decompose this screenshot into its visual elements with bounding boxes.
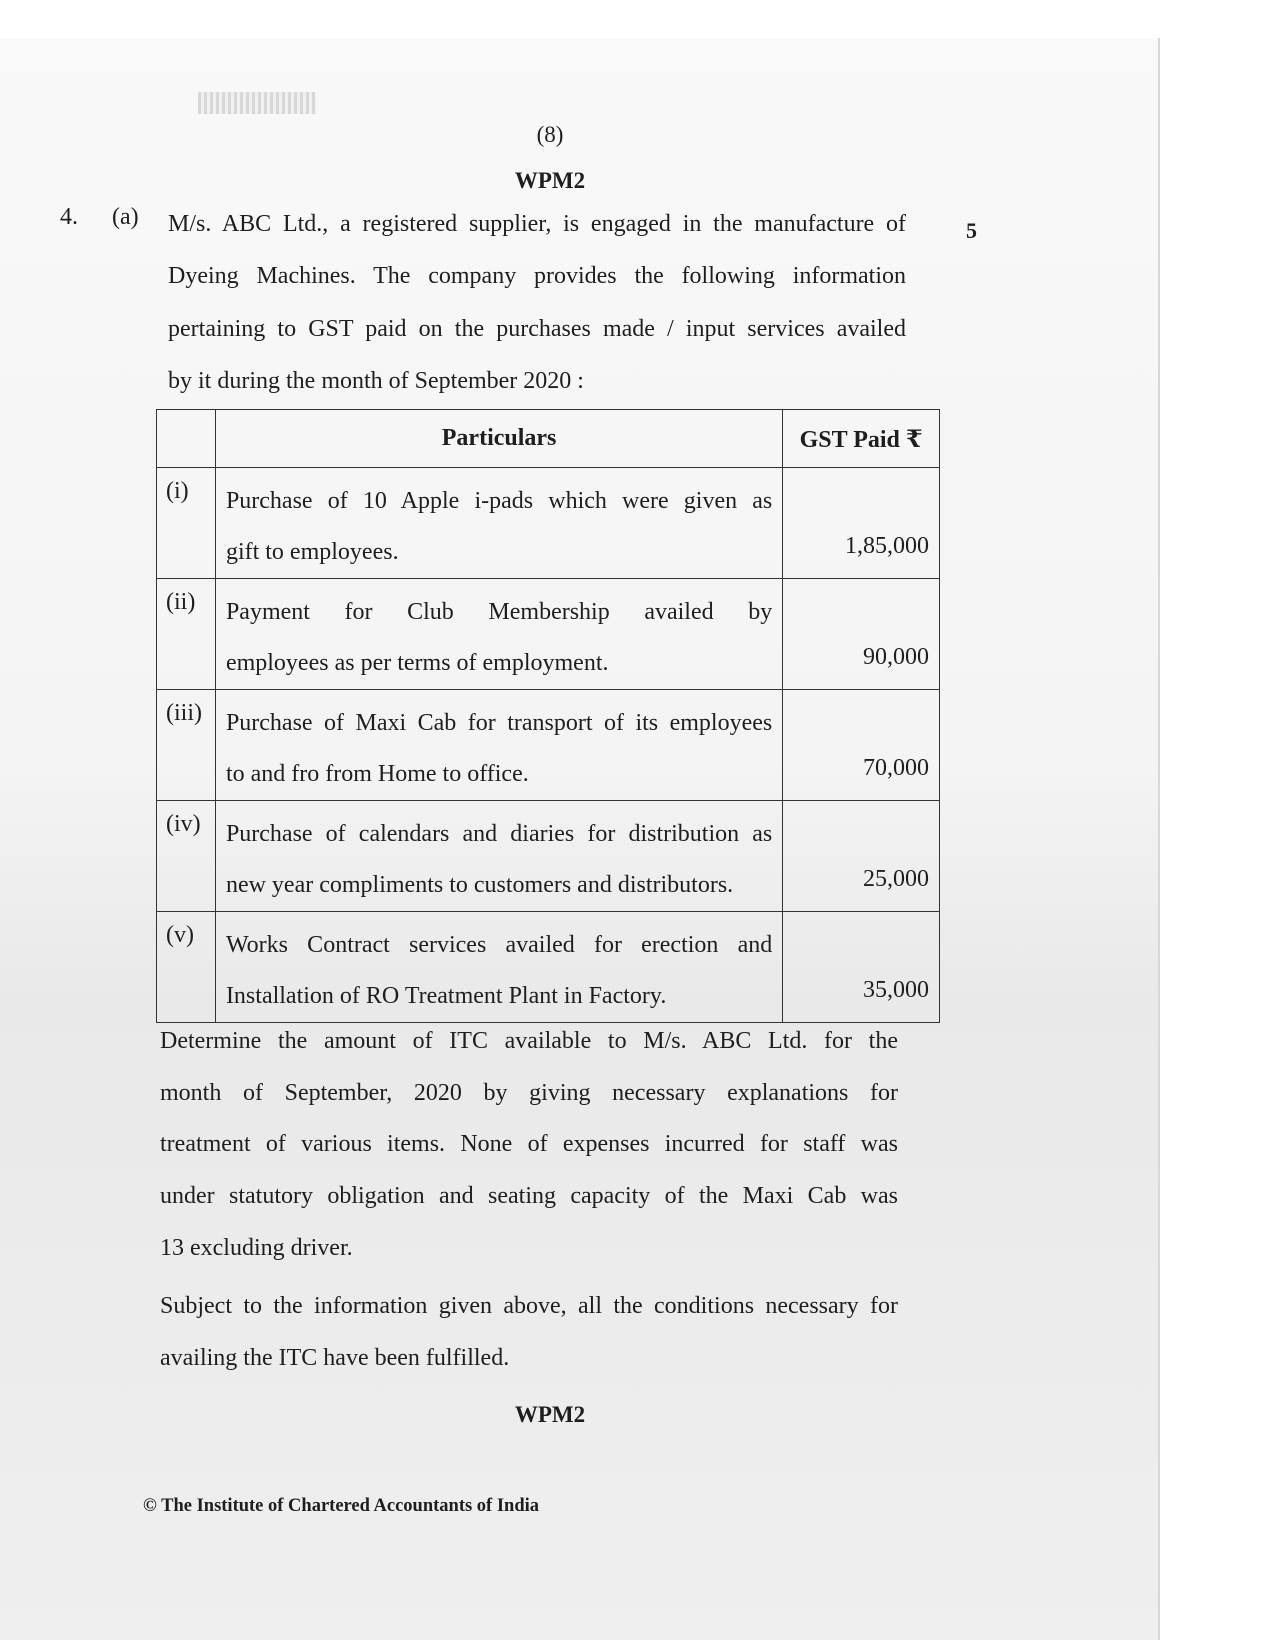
- paragraph-line: treatment of various items. None of expenses incurred for staff was: [160, 1131, 898, 1158]
- row-description-line: employees as per terms of employment.: [225, 650, 609, 676]
- intro-line: Dyeing Machines. The company provides the following information: [168, 263, 906, 290]
- question-marks: 5: [966, 218, 977, 243]
- row-number: (ii): [157, 579, 216, 690]
- subject-paragraph: [160, 1281, 898, 1384]
- row-amount: 35,000: [783, 912, 940, 1023]
- question-part: (a): [112, 204, 139, 230]
- intro-line: pertaining to GST paid on the purchases made / input services availed: [168, 315, 906, 342]
- intro-line: by it during the month of September 2020 :: [168, 367, 584, 394]
- determine-paragraph: [160, 1016, 898, 1274]
- paragraph-line: Subject to the information given above, all the conditions necessary for: [160, 1293, 898, 1319]
- row-description: [215, 468, 782, 579]
- table-row: [157, 801, 940, 912]
- row-description: [215, 912, 782, 1023]
- row-number: (iii): [157, 690, 216, 801]
- row-number: (v): [157, 912, 216, 1023]
- scan-smudge: [198, 92, 316, 114]
- footer-copyright: © The Institute of Chartered Accountants of India: [143, 1496, 540, 1516]
- gst-table: [156, 409, 940, 1023]
- paragraph-line: 13 excluding driver.: [160, 1234, 353, 1261]
- row-description-line: Installation of RO Treatment Plant in Factory.: [225, 983, 667, 1009]
- row-amount: 25,000: [783, 801, 940, 912]
- table-row: [157, 579, 940, 690]
- row-description: [215, 801, 782, 912]
- paragraph-line: availing the ITC have been fulfilled.: [160, 1344, 510, 1371]
- header-gst-paid: GST Paid ₹: [783, 410, 940, 468]
- table-header-row: [157, 410, 940, 468]
- row-description-line: Works Contract services availed for erection and: [225, 932, 773, 958]
- row-description: [215, 690, 782, 801]
- row-amount: 1,85,000: [783, 468, 940, 579]
- row-description-line: gift to employees.: [225, 539, 399, 565]
- paper-code-bottom: WPM2: [514, 1402, 586, 1427]
- paper-code-top: WPM2: [514, 168, 586, 193]
- page-number: (8): [536, 122, 564, 147]
- paragraph-line: month of September, 2020 by giving necessary explanations for: [160, 1079, 898, 1106]
- row-description-line: Payment for Club Membership availed by: [225, 599, 773, 625]
- intro-line: M/s. ABC Ltd., a registered supplier, is engaged in the manufacture of: [168, 211, 906, 237]
- row-description-line: to and fro from Home to office.: [225, 761, 529, 787]
- row-number: (i): [157, 468, 216, 579]
- row-description-line: Purchase of Maxi Cab for transport of its employees: [225, 710, 773, 736]
- row-description: [215, 579, 782, 690]
- paragraph-line: under statutory obligation and seating capacity of the Maxi Cab was: [160, 1183, 898, 1210]
- table-row: [157, 690, 940, 801]
- question-number: 4.: [60, 204, 78, 230]
- row-description-line: Purchase of 10 Apple i-pads which were given as: [225, 488, 773, 514]
- question-intro: [168, 198, 906, 407]
- table-row: [157, 912, 940, 1023]
- header-particulars: Particulars: [215, 410, 782, 468]
- header-blank: [157, 410, 216, 468]
- row-description-line: Purchase of calendars and diaries for distribution as: [225, 821, 773, 847]
- paragraph-line: Determine the amount of ITC available to M/s. ABC Ltd. for the: [160, 1028, 898, 1054]
- table-row: [157, 468, 940, 579]
- row-number: (iv): [157, 801, 216, 912]
- row-amount: 90,000: [783, 579, 940, 690]
- row-description-line: new year compliments to customers and distributors.: [225, 872, 734, 898]
- row-amount: 70,000: [783, 690, 940, 801]
